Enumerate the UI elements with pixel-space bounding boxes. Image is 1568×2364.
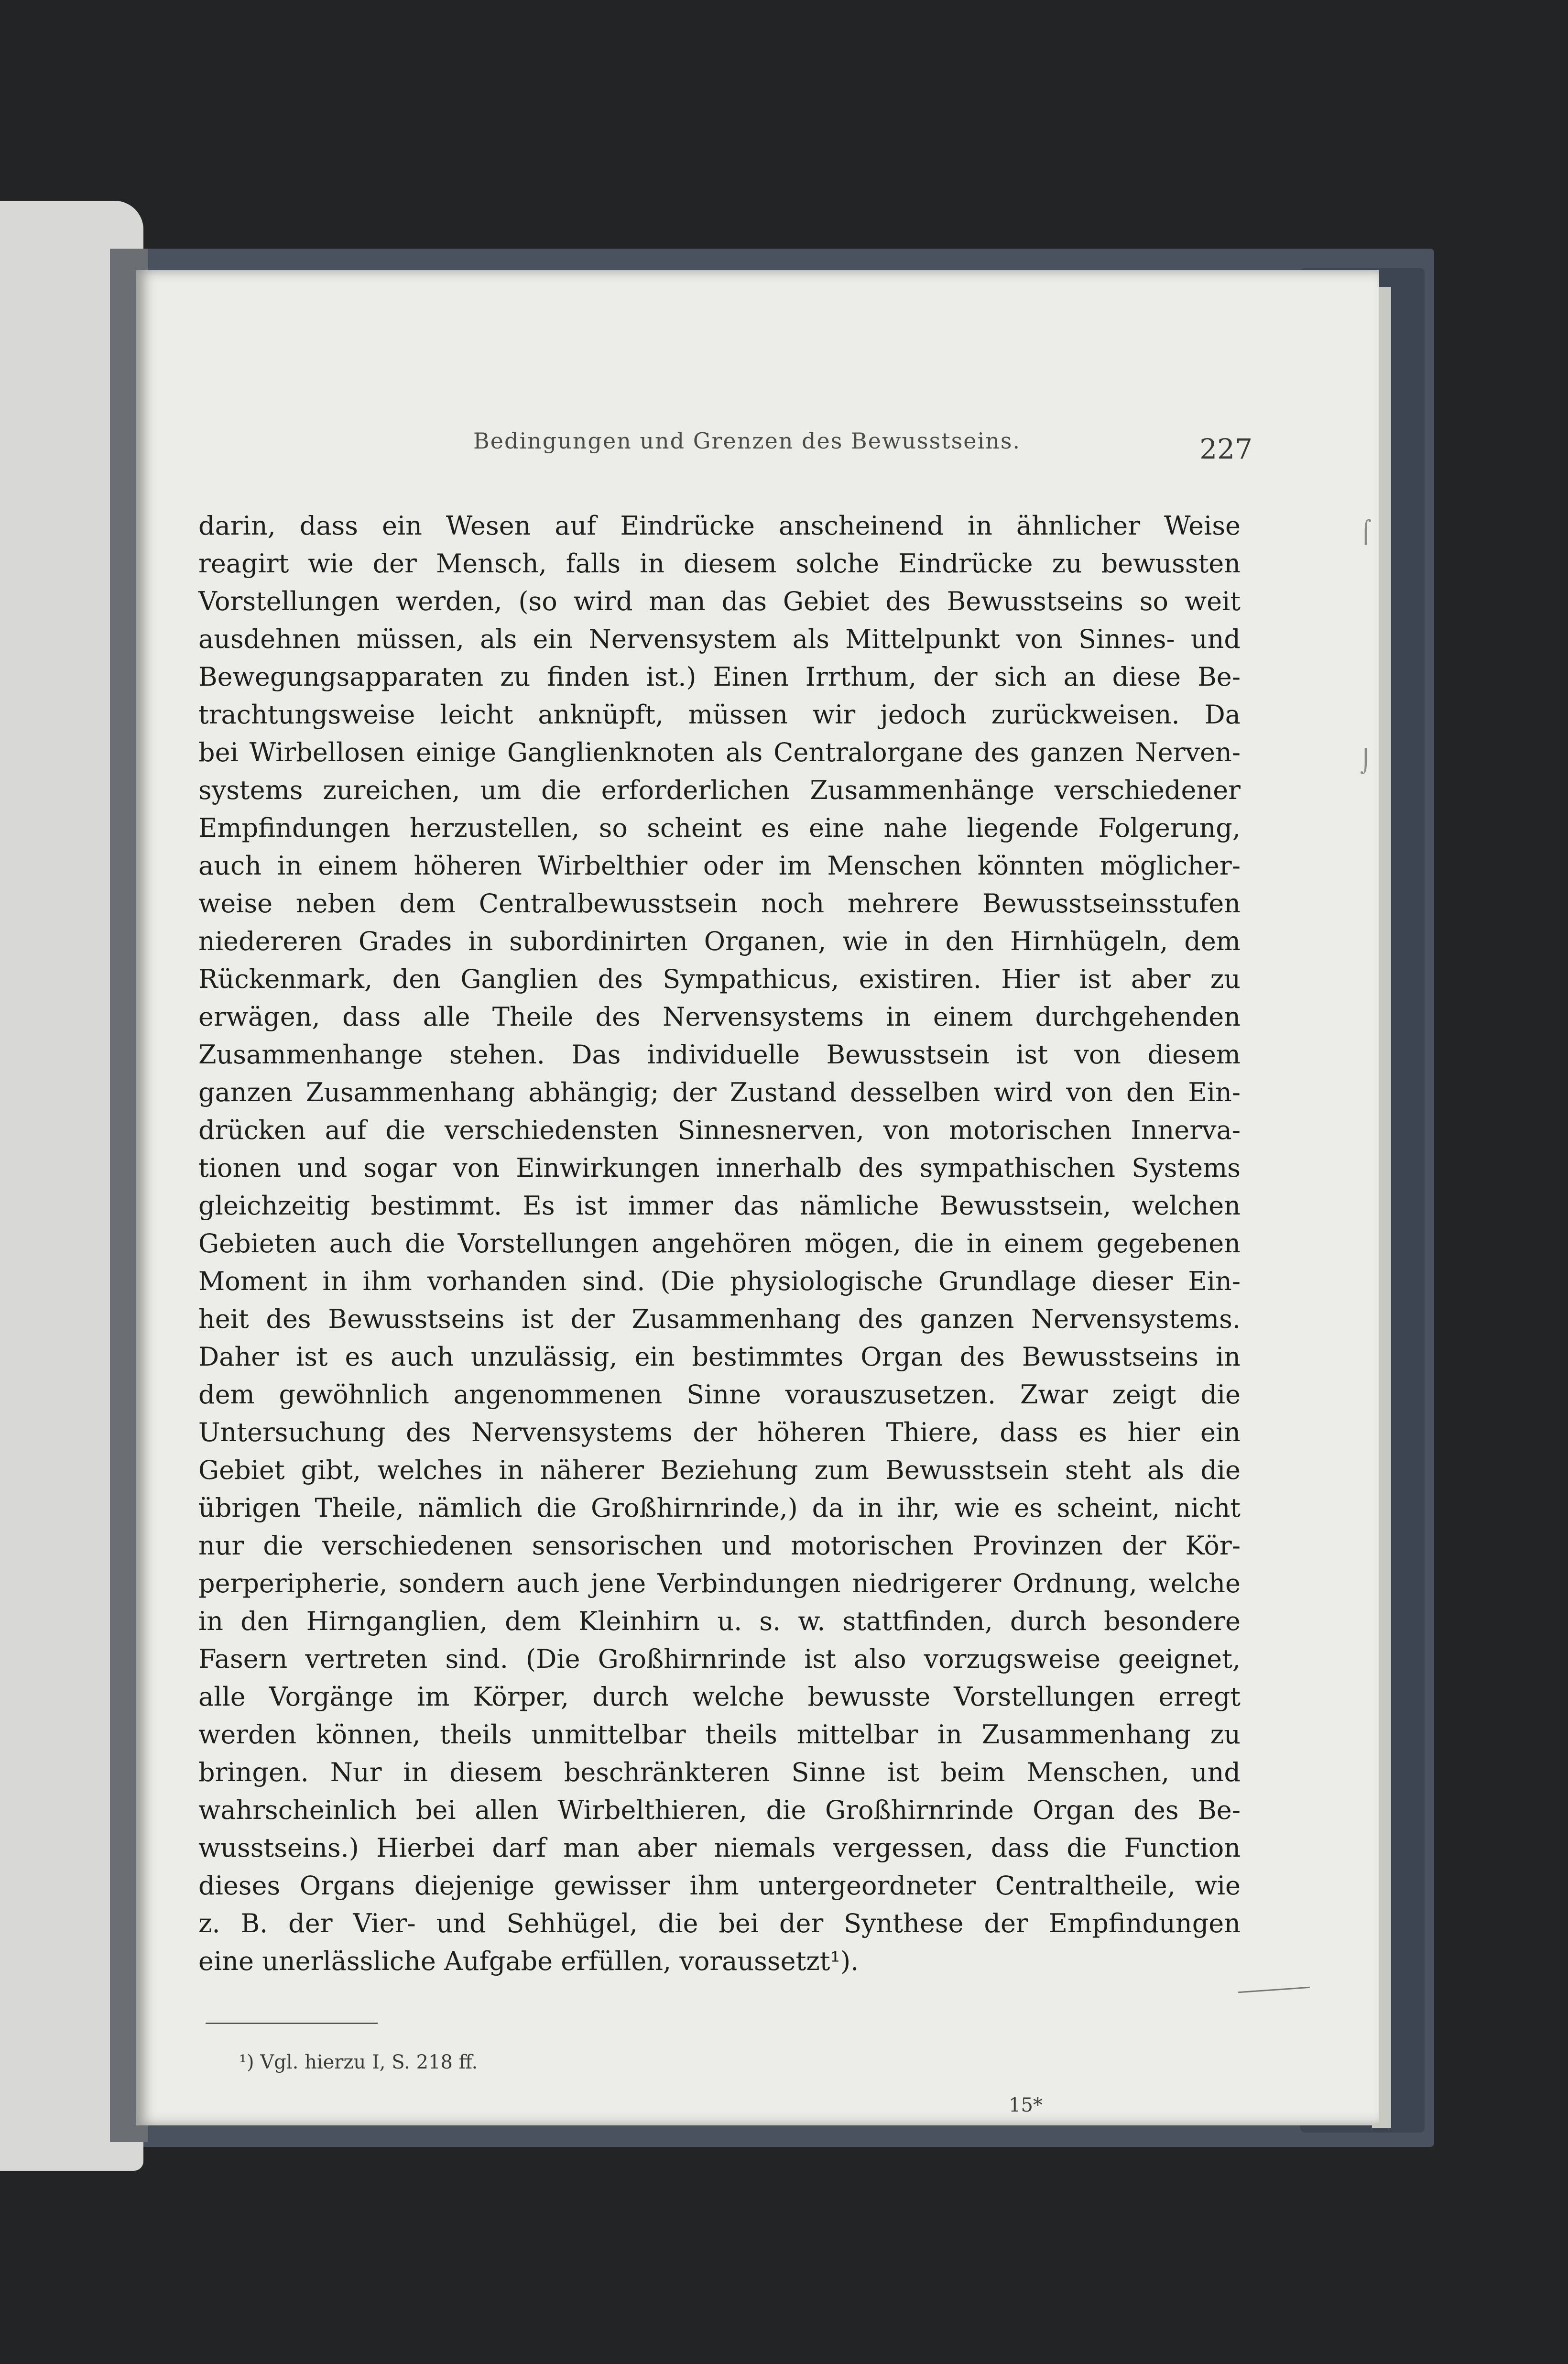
body-text [198,507,1241,1980]
text-line: Moment in ihm vorhanden sind. (Die physiologische Grundlage dieser Ein- [198,1266,1241,1296]
text-line: heit des Bewusstseins ist der Zusammenhang des ganzen Nervensystems. [198,1304,1241,1334]
text-line: Rückenmark, den Ganglien des Sympathicus, existiren. Hier ist aber zu [198,964,1241,994]
text-line: weise neben dem Centralbewusstsein noch mehrere Bewusstseinsstufen [198,888,1241,919]
text-line: nur die verschiedenen sensorischen und motorischen Provinzen der Kör- [198,1531,1241,1561]
text-line: in den Hirnganglien, dem Kleinhirn u. s. w. stattfinden, durch besondere [198,1606,1241,1636]
text-line: gleichzeitig bestimmt. Es ist immer das nämliche Bewusstsein, welchen [198,1191,1241,1221]
text-line: Zusammenhange stehen. Das individuelle Bewusstsein ist von diesem [198,1040,1241,1070]
text-line: dem gewöhnlich angenommenen Sinne vorauszusetzen. Zwar zeigt die [198,1379,1241,1410]
text-line: erwägen, dass alle Theile des Nervensystems in einem durchgehenden [198,1002,1241,1032]
text-line: darin, dass ein Wesen auf Eindrücke anscheinend in ähnlicher Weise [198,511,1241,541]
text-line: drücken auf die verschiedensten Sinnesnerven, von motorischen Innerva- [198,1115,1241,1145]
page-header [136,428,1379,466]
text-line: perperipherie, sondern auch jene Verbindungen niedrigerer Ordnung, welche [198,1568,1241,1598]
text-line: bei Wirbellosen einige Ganglienknoten als Centralorgane des ganzen Nerven- [198,737,1241,767]
text-line: tionen und sogar von Einwirkungen innerhalb des sympathischen Systems [198,1153,1241,1183]
text-line: Daher ist es auch unzulässig, ein bestimmtes Organ des Bewusstseins in [198,1342,1241,1372]
text-line: werden können, theils unmittelbar theils mittelbar in Zusammenhang zu [198,1719,1241,1750]
book-page [136,270,1379,2125]
text-line: wahrscheinlich bei allen Wirbelthieren, die Großhirnrinde Organ des Be- [198,1795,1241,1825]
text-line: Fasern vertreten sind. (Die Großhirnrinde ist also vorzugsweise geeignet, [198,1644,1241,1674]
text-line: bringen. Nur in diesem beschränkteren Sinne ist beim Menschen, und [198,1757,1241,1787]
text-line: ganzen Zusammenhang abhängig; der Zustand desselben wird von den Ein- [198,1077,1241,1107]
text-line: Vorstellungen werden, (so wird man das Gebiet des Bewusstseins so weit [198,586,1241,616]
pencil-margin-marks [1360,270,1417,2125]
text-line: alle Vorgänge im Körper, durch welche bewusste Vorstellungen erregt [198,1682,1241,1712]
footnote: ¹) Vgl. hierzu I, S. 218 ff. [239,2051,478,2073]
text-line: Gebieten auch die Vorstellungen angehören mögen, die in einem gegebenen [198,1228,1241,1259]
text-line: eine unerlässliche Aufgabe erfüllen, voraussetzt¹). [198,1946,859,1976]
text-line: Gebiet gibt, welches in näherer Beziehung zum Bewusstsein steht als die [198,1455,1241,1485]
text-line: ausdehnen müssen, als ein Nervensystem als Mittelpunkt von Sinnes- und [198,624,1241,654]
text-line: reagirt wie der Mensch, falls in diesem solche Eindrücke zu bewussten [198,548,1241,579]
text-line: Empfindungen herzustellen, so scheint es eine nahe liegende Folgerung, [198,813,1241,843]
text-line: systems zureichen, um die erforderlichen Zusammenhänge verschiedener [198,775,1241,805]
text-line: trachtungsweise leicht anknüpft, müssen wir jedoch zurückweisen. Da [198,700,1241,730]
text-line: auch in einem höheren Wirbelthier oder im Menschen könnten möglicher- [198,851,1241,881]
text-line: z. B. der Vier- und Sehhügel, die bei der Synthese der Empfindungen [198,1908,1241,1938]
pencil-bracket-mark: ⌡ [1360,748,1372,774]
page-number: 227 [1199,433,1252,465]
footnote-rule [206,2023,378,2024]
text-line: niedereren Grades in subordinirten Organen, wie in den Hirnhügeln, dem [198,926,1241,956]
signature-mark: 15* [1009,2094,1043,2116]
pencil-bracket-mark: ⌠ [1360,519,1372,545]
text-line: wusstseins.) Hierbei darf man aber niemals vergessen, dass die Function [198,1833,1241,1863]
text-line: Untersuchung des Nervensystems der höheren Thiere, dass es hier ein [198,1417,1241,1447]
running-head: Bedingungen und Grenzen des Bewusstseins. [473,428,1021,454]
text-line: Bewegungsapparaten zu finden ist.) Einen Irrthum, der sich an diese Be- [198,662,1241,692]
text-line: dieses Organs diejenige gewisser ihm untergeordneter Centraltheile, wie [198,1871,1241,1901]
text-line: übrigen Theile, nämlich die Großhirnrinde,) da in ihr, wie es scheint, nicht [198,1493,1241,1523]
